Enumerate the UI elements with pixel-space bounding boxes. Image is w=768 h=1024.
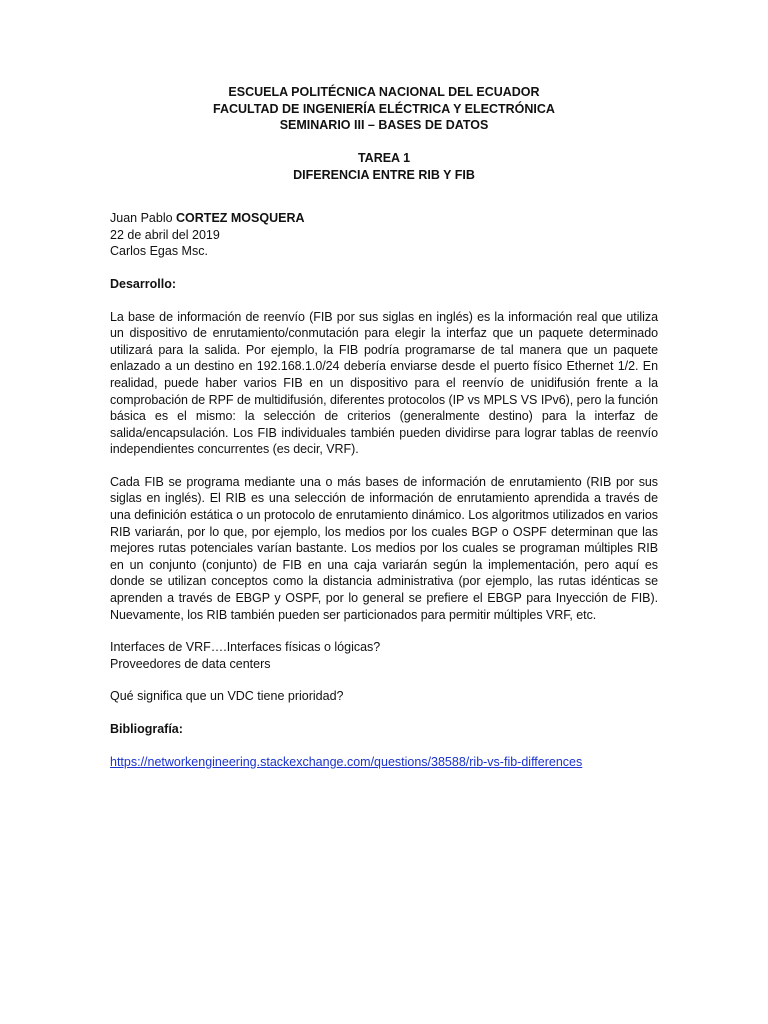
paragraph-rib: Cada FIB se programa mediante una o más bases de información de enrutamiento (RIB por sus siglas en inglés). El RIB es una selección de información de enrutamiento aprendida a través de una definición estática o un protocolo de enrutamiento dinámico. Los algoritmos utilizados en varios RIB variarán, por lo que, por ejemplo, los medios por los cuales BGP o OSPF determinan que las mejores rutas potenciales varían bastante. Los medios por los cuales se programan múltiples RIB en un conjunto (conjunto) de FIB en una caja variarán según la implementación, pero aquí es donde se utilizan conceptos como la distancia administrativa (por ejemplo, las rutas idénticas se aprenden a través de EBGP y OSPF, por lo general se prefiere el EBGP para Inyección de FIB). Nuevamente, los RIB también pueden ser particionados para permitir múltiples VRF, etc. [110, 474, 658, 622]
faculty-name: FACULTAD DE INGENIERÍA ELÉCTRICA Y ELECTRÓNICA [213, 101, 555, 116]
author-last-name: CORTEZ MOSQUERA [176, 211, 305, 226]
question-vdc: Qué significa que un VDC tiene prioridad? [110, 689, 344, 704]
note-vrf-interfaces: Interfaces de VRF….Interfaces físicas o lógicas? [110, 640, 381, 655]
section-heading: Desarrollo: [110, 276, 176, 291]
document-date: 22 de abril del 2019 [110, 227, 220, 242]
bibliography-link[interactable]: https://networkengineering.stackexchange.com/questions/38588/rib-vs-fib-differences [110, 754, 583, 769]
teacher-name: Carlos Egas Msc. [110, 244, 208, 259]
author-name [110, 210, 658, 227]
author-block [110, 210, 658, 260]
institution-name: ESCUELA POLITÉCNICA NACIONAL DEL ECUADOR [228, 85, 540, 99]
bibliography-entry [110, 754, 658, 771]
course-name: SEMINARIO III – BASES DE DATOS [279, 118, 489, 133]
task-subject: DIFERENCIA ENTRE RIB Y FIB [293, 167, 475, 182]
note-data-centers: Proveedores de data centers [110, 656, 271, 671]
task-title: TAREA 1 [357, 151, 411, 166]
bibliography-heading: Bibliografía: [110, 722, 183, 736]
document-header [110, 84, 658, 184]
paragraph-fib: La base de información de reenvío (FIB por sus siglas en inglés) es la información real que utiliza un dispositivo de enrutamiento/conmutación para elegir la interfaz que un paquete determinado utilizará para la salida. Por ejemplo, la FIB podría programarse de tal manera que un paquete enlazado a un destino en 192.168.1.0/24 debería enviarse desde el puerto físico Ethernet 1/2. En realidad, puede haber varios FIB en un dispositivo para el reenvío de unidifusión frente a la comprobación de RPF de multidifusión, diferentes protocolos (IP vs MPLS VS IPv6), pero la función básica es el mismo: la selección de criterios (generalmente destino) para la interfaz de salida/encapsulación. Los FIB individuales también pueden dividirse para lograr tablas de reenvío independientes concurrentes (es decir, VRF). [110, 309, 658, 457]
author-first-name: Juan Pablo [110, 211, 177, 226]
